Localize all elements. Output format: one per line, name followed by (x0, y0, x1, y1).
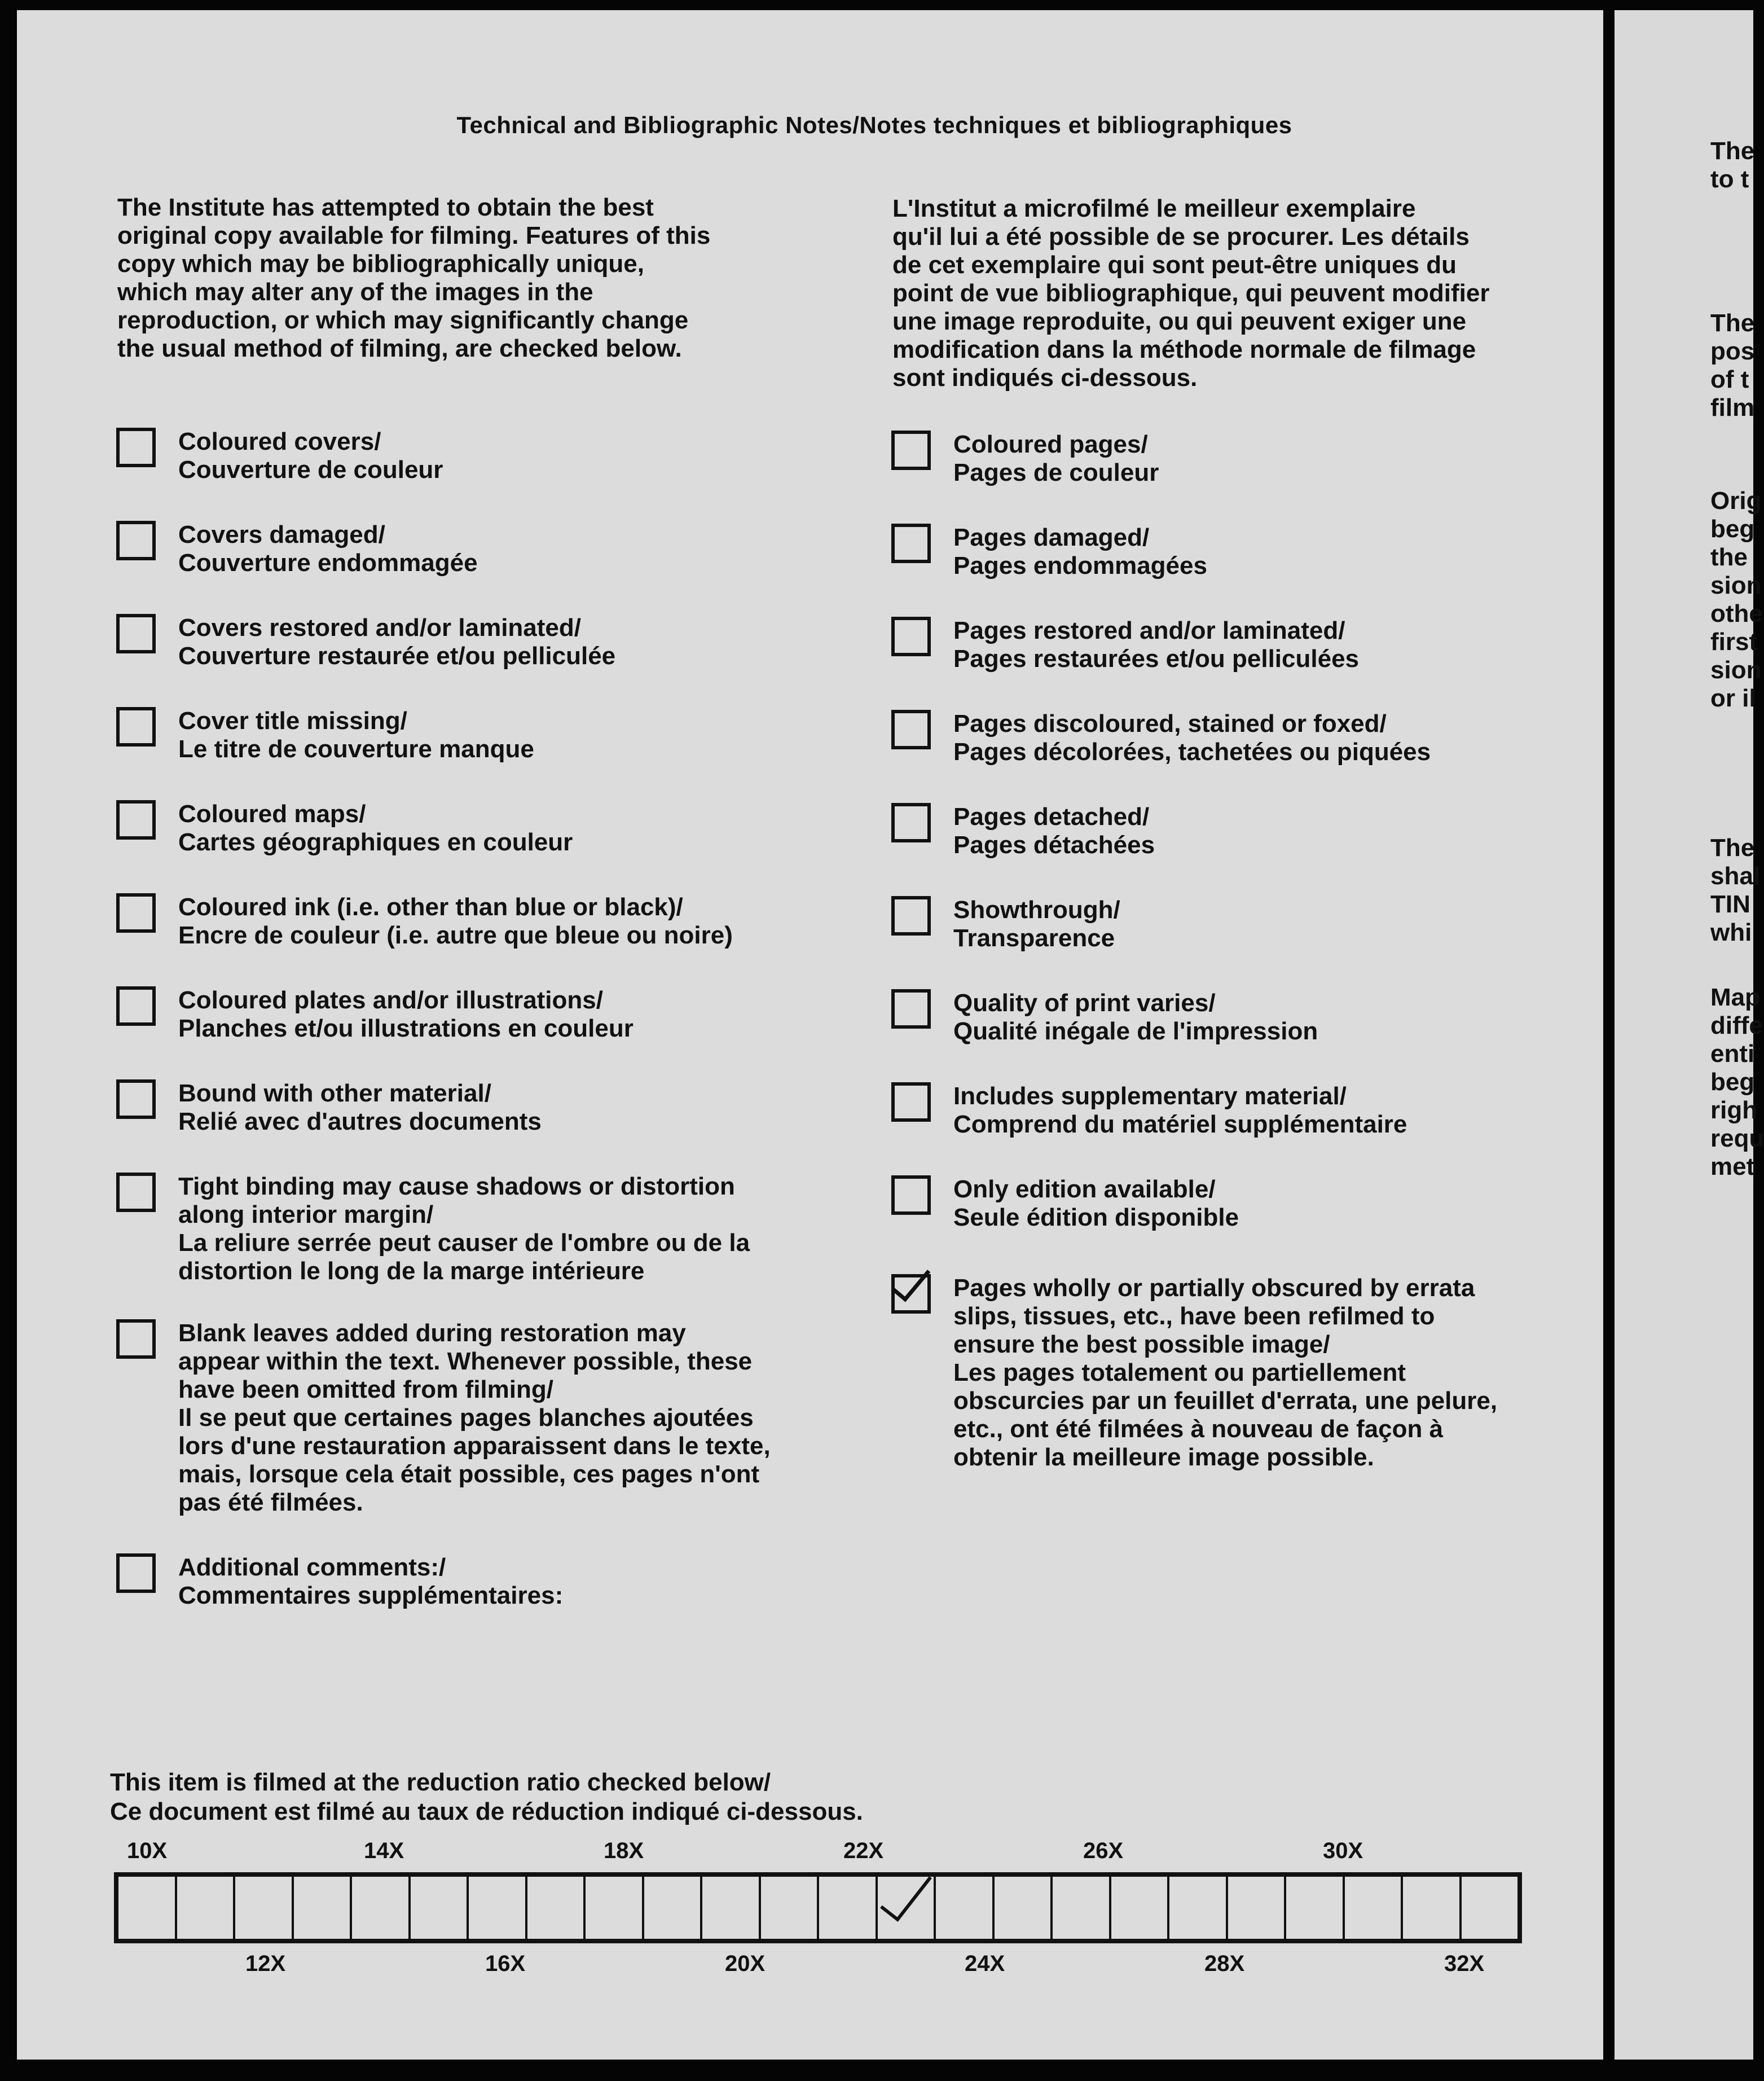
ratio-cell[interactable] (586, 1877, 644, 1939)
ratio-cell[interactable] (177, 1877, 236, 1939)
checkbox[interactable] (891, 896, 931, 936)
checklist-label-line: Transparence (953, 924, 1115, 952)
checklist-label (953, 524, 1207, 580)
intro-line: The Institute has attempted to obtain the best (117, 194, 654, 221)
checkbox[interactable] (891, 524, 931, 563)
checklist-label-line: etc., ont été filmées à nouveau de façon à (953, 1415, 1444, 1443)
ratio-cell[interactable] (527, 1877, 586, 1939)
checklist-label-line: obscurcies par un feuillet d'errata, une pelure, (953, 1387, 1498, 1415)
intro-line: sont indiqués ci-dessous. (892, 364, 1198, 392)
checklist-label-line: Blank leaves added during restoration may (178, 1319, 686, 1347)
checkbox[interactable] (116, 614, 156, 653)
checklist-label (178, 707, 534, 763)
checklist-label-line: along interior margin/ (178, 1201, 434, 1228)
checklist-label-line: Additional comments:/ (178, 1553, 446, 1581)
ratio-cell[interactable] (1169, 1877, 1228, 1939)
adjacent-text-fragment: to t (1710, 165, 1749, 193)
intro-line: which may alter any of the images in the (117, 278, 593, 306)
checklist-label-line: Pages damaged/ (953, 524, 1150, 551)
intro-line: the usual method of filming, are checked below. (117, 335, 682, 362)
checkbox[interactable] (116, 800, 156, 840)
checklist-label-line: Pages detached/ (953, 803, 1150, 831)
ratio-cell[interactable] (469, 1877, 527, 1939)
reduction-line-fr: Ce document est filmé au taux de réduction indiqué ci-dessous. (110, 1798, 863, 1825)
checklist-label-line: Cover title missing/ (178, 707, 407, 735)
adjacent-text-fragment: diffe (1710, 1012, 1763, 1039)
scale-label: 18X (604, 1838, 644, 1863)
scale-label: 28X (1204, 1951, 1245, 1976)
checklist-label (178, 428, 443, 484)
checklist-label-line: Includes supplementary material/ (953, 1082, 1347, 1110)
adjacent-text-fragment: requ (1710, 1125, 1764, 1152)
checklist-label-line: Tight binding may cause shadows or distortion (178, 1173, 735, 1200)
checklist-label-line: Coloured pages/ (953, 431, 1148, 458)
checklist-label-line: Les pages totalement ou partiellement (953, 1359, 1406, 1386)
checklist-label-line: La reliure serrée peut causer de l'ombre ou de la (178, 1229, 750, 1257)
ratio-cell[interactable] (1053, 1877, 1111, 1939)
checklist-label-line: Pages de couleur (953, 459, 1159, 486)
checklist-label (953, 1274, 1497, 1472)
checklist-label-line: Qualité inégale de l'impression (953, 1017, 1318, 1045)
checklist-label-line: Only edition available/ (953, 1175, 1216, 1203)
checklist-label (178, 521, 478, 577)
checkbox[interactable] (891, 617, 931, 656)
checklist-label-line: Seule édition disponible (953, 1204, 1239, 1231)
ratio-cell[interactable] (411, 1877, 469, 1939)
checklist-label-line: pas été filmées. (178, 1489, 363, 1516)
ratio-cell[interactable] (1111, 1877, 1170, 1939)
reduction-ratio-grid (114, 1872, 1522, 1943)
ratio-cell[interactable] (1286, 1877, 1345, 1939)
ratio-cell[interactable] (995, 1877, 1053, 1939)
checklist-label-line: Pages endommagées (953, 552, 1207, 579)
adjacent-text-fragment: beg (1710, 515, 1755, 543)
intro-line: copy which may be bibliographically unique, (117, 250, 644, 278)
checklist-label (178, 614, 615, 670)
checklist-label-line: Le titre de couverture manque (178, 735, 534, 763)
checklist-label (953, 989, 1318, 1046)
filming-notes-page (17, 10, 1603, 2060)
adjacent-text-fragment: whi (1710, 919, 1752, 946)
intro-line: L'Institut a microfilmé le meilleur exemplaire (892, 195, 1416, 222)
checkbox[interactable] (116, 521, 156, 560)
adjacent-text-fragment: met (1710, 1153, 1755, 1180)
checklist-label-line: Pages wholly or partially obscured by errata (953, 1274, 1475, 1302)
scale-label: 20X (725, 1951, 766, 1976)
checklist-label (953, 617, 1359, 673)
adjacent-text-fragment: othe (1710, 600, 1763, 627)
scale-label: 26X (1083, 1838, 1124, 1863)
checkbox[interactable] (116, 1173, 156, 1212)
checklist-label-line: Pages discoloured, stained or foxed/ (953, 710, 1387, 737)
checkbox[interactable] (891, 710, 931, 749)
ratio-cell[interactable] (644, 1877, 703, 1939)
checklist-label-line: Relié avec d'autres documents (178, 1108, 542, 1135)
checklist-label (178, 893, 733, 950)
checklist-label-line: distortion le long de la marge intérieure (178, 1257, 645, 1285)
intro-line: une image reproduite, ou qui peuvent exiger une (892, 308, 1467, 335)
checklist-label-line: Pages détachées (953, 831, 1155, 859)
ratio-cell[interactable] (352, 1877, 411, 1939)
checkbox[interactable] (116, 1079, 156, 1119)
checkbox[interactable] (116, 428, 156, 467)
checkbox[interactable] (891, 989, 931, 1029)
ratio-cell[interactable] (761, 1877, 820, 1939)
checklist-label-line: Covers damaged/ (178, 521, 385, 548)
checklist-label (178, 986, 634, 1043)
intro-line: qu'il lui a été possible de se procurer. Les détails (892, 223, 1470, 251)
intro-line: reproduction, or which may significantly change (117, 306, 689, 334)
adjacent-text-fragment: The (1710, 137, 1755, 165)
checklist-label-line: Commentaires supplémentaires: (178, 1582, 564, 1609)
checklist-label-line: Pages restored and/or laminated/ (953, 617, 1345, 644)
ratio-cell-checked[interactable] (878, 1877, 936, 1939)
adjacent-text-fragment: TIN (1710, 890, 1750, 918)
checklist-label-line: Coloured covers/ (178, 428, 381, 455)
reduction-line-en: This item is filmed at the reduction ratio checked below/ (110, 1768, 771, 1796)
adjacent-text-fragment: The (1710, 834, 1755, 862)
scale-label: 30X (1323, 1838, 1363, 1863)
checkbox[interactable] (116, 986, 156, 1026)
ratio-cell[interactable] (294, 1877, 353, 1939)
checkbox[interactable] (891, 431, 931, 470)
intro-french (892, 195, 1558, 392)
checklist-label (178, 1553, 563, 1610)
intro-line: de cet exemplaire qui sont peut-être uniques du (892, 251, 1457, 279)
scale-label: 32X (1444, 1951, 1485, 1976)
checklist-label-line: appear within the text. Whenever possible, these (178, 1347, 753, 1375)
adjacent-text-fragment: enti (1710, 1040, 1755, 1068)
intro-line: point de vue bibliographique, qui peuvent modifier (892, 279, 1490, 307)
scale-label: 16X (485, 1951, 526, 1976)
scale-label: 10X (127, 1838, 168, 1863)
checkbox[interactable] (116, 1553, 156, 1593)
checklist-label (953, 1175, 1239, 1232)
checklist-label-line: obtenir la meilleure image possible. (953, 1443, 1374, 1471)
checklist-label (178, 1079, 542, 1136)
checklist-label-line: Pages restaurées et/ou pelliculées (953, 645, 1360, 673)
adjacent-page-fragment (1615, 10, 1764, 2060)
adjacent-text-fragment: beg (1710, 1068, 1755, 1096)
checklist-label-line: Couverture restaurée et/ou pelliculée (178, 642, 616, 670)
checkbox[interactable] (116, 707, 156, 747)
checklist-label-line: Coloured ink (i.e. other than blue or black)/ (178, 893, 683, 921)
checklist-label (953, 710, 1431, 766)
checklist-label-line: Encre de couleur (i.e. autre que bleue ou noire) (178, 921, 733, 949)
checkbox[interactable] (116, 893, 156, 933)
scale-label: 22X (843, 1838, 884, 1863)
scale-label: 14X (364, 1838, 404, 1863)
ratio-cell[interactable] (235, 1877, 294, 1939)
adjacent-text-fragment: of t (1710, 366, 1749, 393)
adjacent-text-fragment: film (1710, 394, 1755, 422)
checklist-label-line: Cartes géographiques en couleur (178, 828, 573, 856)
adjacent-text-fragment: shal (1710, 862, 1761, 890)
checklist-label-line: ensure the best possible image/ (953, 1331, 1330, 1358)
intro-line: modification dans la méthode normale de filmage (892, 336, 1476, 363)
checklist-label-line: Couverture endommagée (178, 549, 478, 577)
checklist-label-line: Quality of print varies/ (953, 989, 1216, 1017)
checklist-label-line: lors d'une restauration apparaissent dans le texte, (178, 1432, 771, 1460)
checklist-label-line: Pages décolorées, tachetées ou piquées (953, 738, 1431, 766)
checkbox[interactable] (891, 1082, 931, 1122)
ratio-cell[interactable] (118, 1877, 177, 1939)
ratio-cell[interactable] (819, 1877, 878, 1939)
ratio-cell[interactable] (1403, 1877, 1462, 1939)
checklist-label-line: Coloured plates and/or illustrations/ (178, 986, 603, 1014)
checklist-label-line: have been omitted from filming/ (178, 1376, 553, 1403)
checklist-label-line: Planches et/ou illustrations en couleur (178, 1015, 634, 1042)
checklist-label-line: Il se peut que certaines pages blanches ajoutées (178, 1404, 754, 1432)
checkbox[interactable] (891, 1175, 931, 1215)
adjacent-text-fragment: The (1710, 309, 1755, 337)
ratio-cell[interactable] (702, 1877, 761, 1939)
checklist-label-line: mais, lorsque cela était possible, ces pages n'ont (178, 1460, 760, 1488)
ratio-cell[interactable] (936, 1877, 995, 1939)
checkbox[interactable] (891, 803, 931, 842)
adjacent-text-fragment: first (1710, 628, 1758, 656)
checklist-label-line: Bound with other material/ (178, 1079, 491, 1107)
ratio-cell[interactable] (1228, 1877, 1287, 1939)
checkbox[interactable] (116, 1319, 156, 1359)
checklist-label-line: Coloured maps/ (178, 800, 366, 828)
ratio-cell[interactable] (1462, 1877, 1518, 1939)
checklist-label-line: Covers restored and/or laminated/ (178, 614, 581, 642)
scale-label: 12X (245, 1951, 286, 1976)
page-title: Technical and Bibliographic Notes/Notes techniques et bibliographiques (456, 112, 1292, 138)
checklist-label (953, 803, 1155, 859)
intro-english (117, 194, 794, 363)
scale-label: 24X (965, 1951, 1005, 1976)
checklist-label (953, 431, 1159, 487)
checklist-label (953, 896, 1120, 952)
adjacent-text-fragment: Map (1710, 984, 1760, 1011)
checklist-label (953, 1082, 1407, 1139)
checklist-label-line: slips, tissues, etc., have been refilmed to (953, 1302, 1435, 1330)
checklist-label (178, 1319, 771, 1517)
checklist-label-line: Couverture de couleur (178, 456, 443, 484)
adjacent-text-fragment: sion (1710, 656, 1762, 684)
adjacent-text-fragment: sion (1710, 572, 1762, 599)
adjacent-text-fragment: or il (1710, 684, 1756, 712)
reduction-statement (110, 1768, 863, 1827)
adjacent-text-fragment: the (1710, 543, 1748, 571)
intro-line: original copy available for filming. Features of this (117, 222, 711, 249)
checklist-label-line: Showthrough/ (953, 896, 1120, 924)
ratio-cell[interactable] (1345, 1877, 1404, 1939)
checked-checkbox[interactable] (891, 1274, 931, 1314)
adjacent-text-fragment: righ (1710, 1096, 1758, 1124)
adjacent-text-fragment: Orig (1710, 487, 1762, 515)
checklist-label (178, 800, 573, 857)
checklist-label (178, 1173, 750, 1285)
checklist-label-line: Comprend du matériel supplémentaire (953, 1110, 1407, 1138)
adjacent-text-fragment: pos (1710, 337, 1755, 365)
